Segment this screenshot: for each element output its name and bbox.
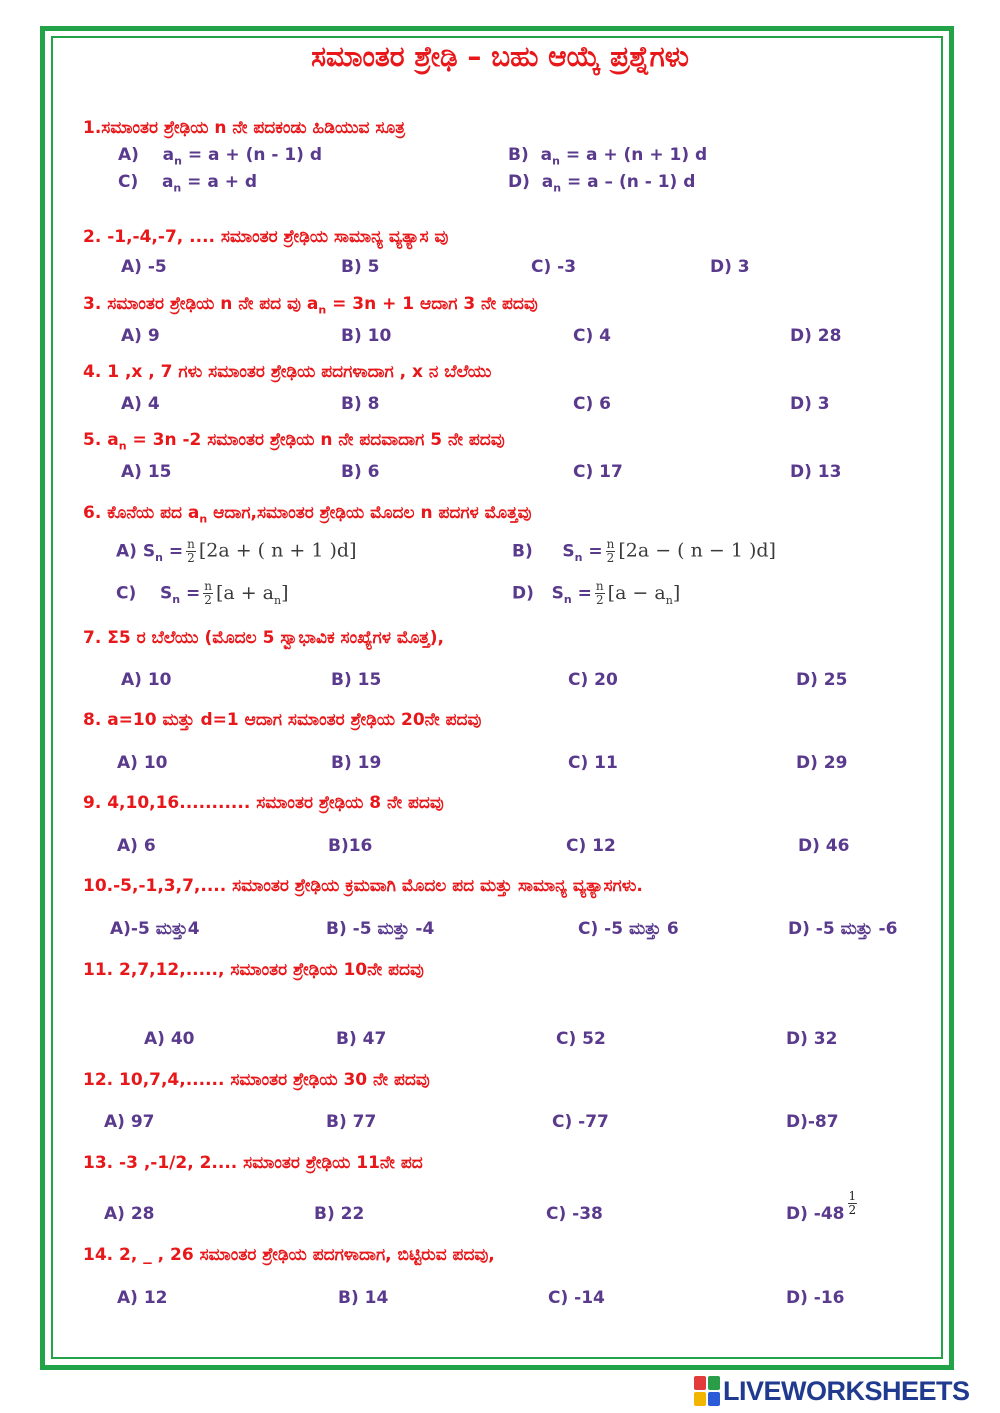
q6-option-c[interactable]: C) $S_n$ = $\frac{n}{2}$ $[a + a_n]$ — [116, 579, 289, 607]
q7-option-d[interactable]: D) 25 — [796, 670, 848, 690]
q10-option-d[interactable]: D) -5 ಮತ್ತು -6 — [788, 919, 898, 939]
q5-option-a[interactable]: A) 15 — [121, 462, 172, 482]
q11-option-a[interactable]: A) 40 — [144, 1029, 195, 1049]
badge-square — [694, 1376, 706, 1390]
question-7: 7. Σ5 ರ ಬೆಲೆಯು (ಮೊದಲ 5 ಸ್ವಾಭಾವಿಕ ಸಂಖ್ಯೆಗಳ ಮೊತ್ತ), — [83, 628, 444, 648]
q6-option-a[interactable]: A) $S_n$ = $\frac{n}{2}$ [2a + ( n + 1 )d] — [116, 537, 357, 565]
q12-option-c[interactable]: C) -77 — [552, 1112, 609, 1132]
q13-option-c[interactable]: C) -38 — [546, 1204, 603, 1224]
q2-option-b[interactable]: B) 5 — [341, 257, 380, 277]
question-10: 10.-5,-1,3,7,.... ಸಮಾಂತರ ಶ್ರೇಢಿಯ ಕ್ರಮವಾಗಿ ಮೊದಲ ಪದ ಮತ್ತು ಸಾಮಾನ್ಯ ವ್ಯತ್ಯಾಸಗಳು. — [83, 876, 643, 896]
q8-option-c[interactable]: C) 11 — [568, 753, 618, 773]
q7-option-c[interactable]: C) 20 — [568, 670, 618, 690]
q9-option-d[interactable]: D) 46 — [798, 836, 850, 856]
question-8: 8. a=10 ಮತ್ತು d=1 ಆದಾಗ ಸಮಾಂತರ ಶ್ರೇಢಿಯ 20ನೇ ಪದವು — [83, 710, 482, 730]
q10-option-c[interactable]: C) -5 ಮತ್ತು 6 — [578, 919, 679, 939]
q9-option-b[interactable]: B)16 — [328, 836, 373, 856]
q8-option-b[interactable]: B) 19 — [331, 753, 382, 773]
q9-option-c[interactable]: C) 12 — [566, 836, 616, 856]
q10-option-a[interactable]: A)-5 ಮತ್ತು4 — [110, 919, 200, 939]
question-1: 1.ಸಮಾಂತರ ಶ್ರೇಢಿಯ n ನೇ ಪದಕಂಡು ಹಿಡಿಯುವ ಸೂತ್ರ — [83, 118, 405, 138]
q2-option-d[interactable]: D) 3 — [710, 257, 750, 277]
fraction-n-over-2: $\frac{n}{2}$ — [187, 537, 195, 565]
q13-option-a[interactable]: A) 28 — [104, 1204, 155, 1224]
fraction-n-over-2: $\frac{n}{2}$ — [204, 579, 212, 607]
q12-option-d[interactable]: D)-87 — [786, 1112, 839, 1132]
q12-option-b[interactable]: B) 77 — [326, 1112, 377, 1132]
q8-option-a[interactable]: A) 10 — [117, 753, 168, 773]
q5-option-b[interactable]: B) 6 — [341, 462, 380, 482]
q9-option-a[interactable]: A) 6 — [117, 836, 156, 856]
question-13: 13. -3 ,-1/2, 2.... ಸಮಾಂತರ ಶ್ರೇಢಿಯ 11ನೇ ಪದ — [83, 1153, 423, 1173]
badge-square — [708, 1392, 720, 1406]
question-3: 3. ಸಮಾಂತರ ಶ್ರೇಢಿಯ n ನೇ ಪದ ವು $a_n = 3n + 1$ ಆದಾಗ 3 ನೇ ಪದವು — [83, 294, 538, 317]
q11-option-c[interactable]: C) 52 — [556, 1029, 606, 1049]
q1-option-c[interactable]: C) $a_n = a + d$ — [118, 172, 258, 195]
q4-option-b[interactable]: B) 8 — [341, 394, 380, 414]
q3-option-b[interactable]: B) 10 — [341, 326, 392, 346]
q1-option-a[interactable]: A) $a_n = a + (n - 1)$ d — [118, 145, 323, 168]
question-6: 6. ಕೊನೆಯ ಪದ $a_n$ ಆದಾಗ,ಸಮಾಂತರ ಶ್ರೇಢಿಯ ಮೊದಲ n ಪದಗಳ ಮೊತ್ತವು — [83, 503, 532, 526]
logo-text: LIVEWORKSHEETS — [723, 1375, 970, 1406]
q13-option-d[interactable]: D) -48 $\frac{1}{2}$ — [786, 1189, 857, 1224]
q14-option-b[interactable]: B) 14 — [338, 1288, 389, 1308]
q11-option-b[interactable]: B) 47 — [336, 1029, 387, 1049]
q14-option-c[interactable]: C) -14 — [548, 1288, 605, 1308]
badge-square — [694, 1392, 706, 1406]
liveworksheets-logo[interactable] — [694, 1376, 970, 1406]
q14-option-d[interactable]: D) -16 — [786, 1288, 845, 1308]
question-12: 12. 10,7,4,...... ಸಮಾಂತರ ಶ್ರೇಢಿಯ 30 ನೇ ಪದವು — [83, 1070, 430, 1090]
question-2: 2. -1,-4,-7, .... ಸಮಾಂತರ ಶ್ರೇಢಿಯ ಸಾಮಾನ್ಯ ವ್ಯತ್ಯಾಸ ವು — [83, 227, 449, 247]
liveworksheets-badge-icon — [694, 1376, 720, 1406]
q12-option-a[interactable]: A) 97 — [104, 1112, 155, 1132]
question-4: 4. 1 ,x , 7 ಗಳು ಸಮಾಂತರ ಶ್ರೇಢಿಯ ಪದಗಳಾದಾಗ , x ನ ಬೆಲೆಯು — [83, 362, 492, 382]
fraction-one-half: $\frac{1}{2}$ — [848, 1189, 857, 1217]
q2-option-c[interactable]: C) -3 — [531, 257, 577, 277]
q6-option-d[interactable]: D) $S_n$ = $\frac{n}{2}$ $[a - a_n]$ — [512, 579, 681, 607]
question-14: 14. 2, _ , 26 ಸಮಾಂತರ ಶ್ರೇಢಿಯ ಪದಗಳಾದಾಗ, ಬಿಟ್ಟಿರುವ ಪದವು, — [83, 1245, 495, 1265]
q4-option-d[interactable]: D) 3 — [790, 394, 830, 414]
q7-option-a[interactable]: A) 10 — [121, 670, 172, 690]
question-11: 11. 2,7,12,....., ಸಮಾಂತರ ಶ್ರೇಢಿಯ 10ನೇ ಪದವು — [83, 960, 424, 980]
q14-option-a[interactable]: A) 12 — [117, 1288, 168, 1308]
q2-option-a[interactable]: A) -5 — [121, 257, 167, 277]
q5-option-c[interactable]: C) 17 — [573, 462, 623, 482]
worksheet-title: ಸಮಾಂತರ ಶ್ರೇಢಿ – ಬಹು ಆಯ್ಕೆ ಪ್ರಶ್ನೆಗಳು — [311, 40, 689, 73]
q3-option-a[interactable]: A) 9 — [121, 326, 160, 346]
q10-option-b[interactable]: B) -5 ಮತ್ತು -4 — [326, 919, 435, 939]
q13-option-b[interactable]: B) 22 — [314, 1204, 365, 1224]
q7-option-b[interactable]: B) 15 — [331, 670, 382, 690]
q4-option-c[interactable]: C) 6 — [573, 394, 611, 414]
q8-option-d[interactable]: D) 29 — [796, 753, 848, 773]
q11-option-d[interactable]: D) 32 — [786, 1029, 838, 1049]
q3-option-c[interactable]: C) 4 — [573, 326, 611, 346]
badge-square — [708, 1376, 720, 1390]
q1-option-d[interactable]: D) $a_n = a - (n - 1)$ d — [508, 172, 696, 195]
q5-option-d[interactable]: D) 13 — [790, 462, 842, 482]
fraction-n-over-2: $\frac{n}{2}$ — [606, 537, 615, 565]
q1-option-b[interactable]: B) $a_n = a + (n + 1)$ d — [508, 145, 708, 168]
fraction-n-over-2: $\frac{n}{2}$ — [595, 579, 604, 607]
q6-option-b[interactable]: B) $S_n$ = $\frac{n}{2}$ [2a − ( n − 1 )d] — [512, 537, 776, 565]
q3-option-d[interactable]: D) 28 — [790, 326, 842, 346]
question-5: 5. $a_n = 3n$ -2 ಸಮಾಂತರ ಶ್ರೇಢಿಯ n ನೇ ಪದವಾದಾಗ 5 ನೇ ಪದವು — [83, 430, 505, 453]
q4-option-a[interactable]: A) 4 — [121, 394, 160, 414]
question-9: 9. 4,10,16........... ಸಮಾಂತರ ಶ್ರೇಢಿಯ 8 ನೇ ಪದವು — [83, 793, 444, 813]
